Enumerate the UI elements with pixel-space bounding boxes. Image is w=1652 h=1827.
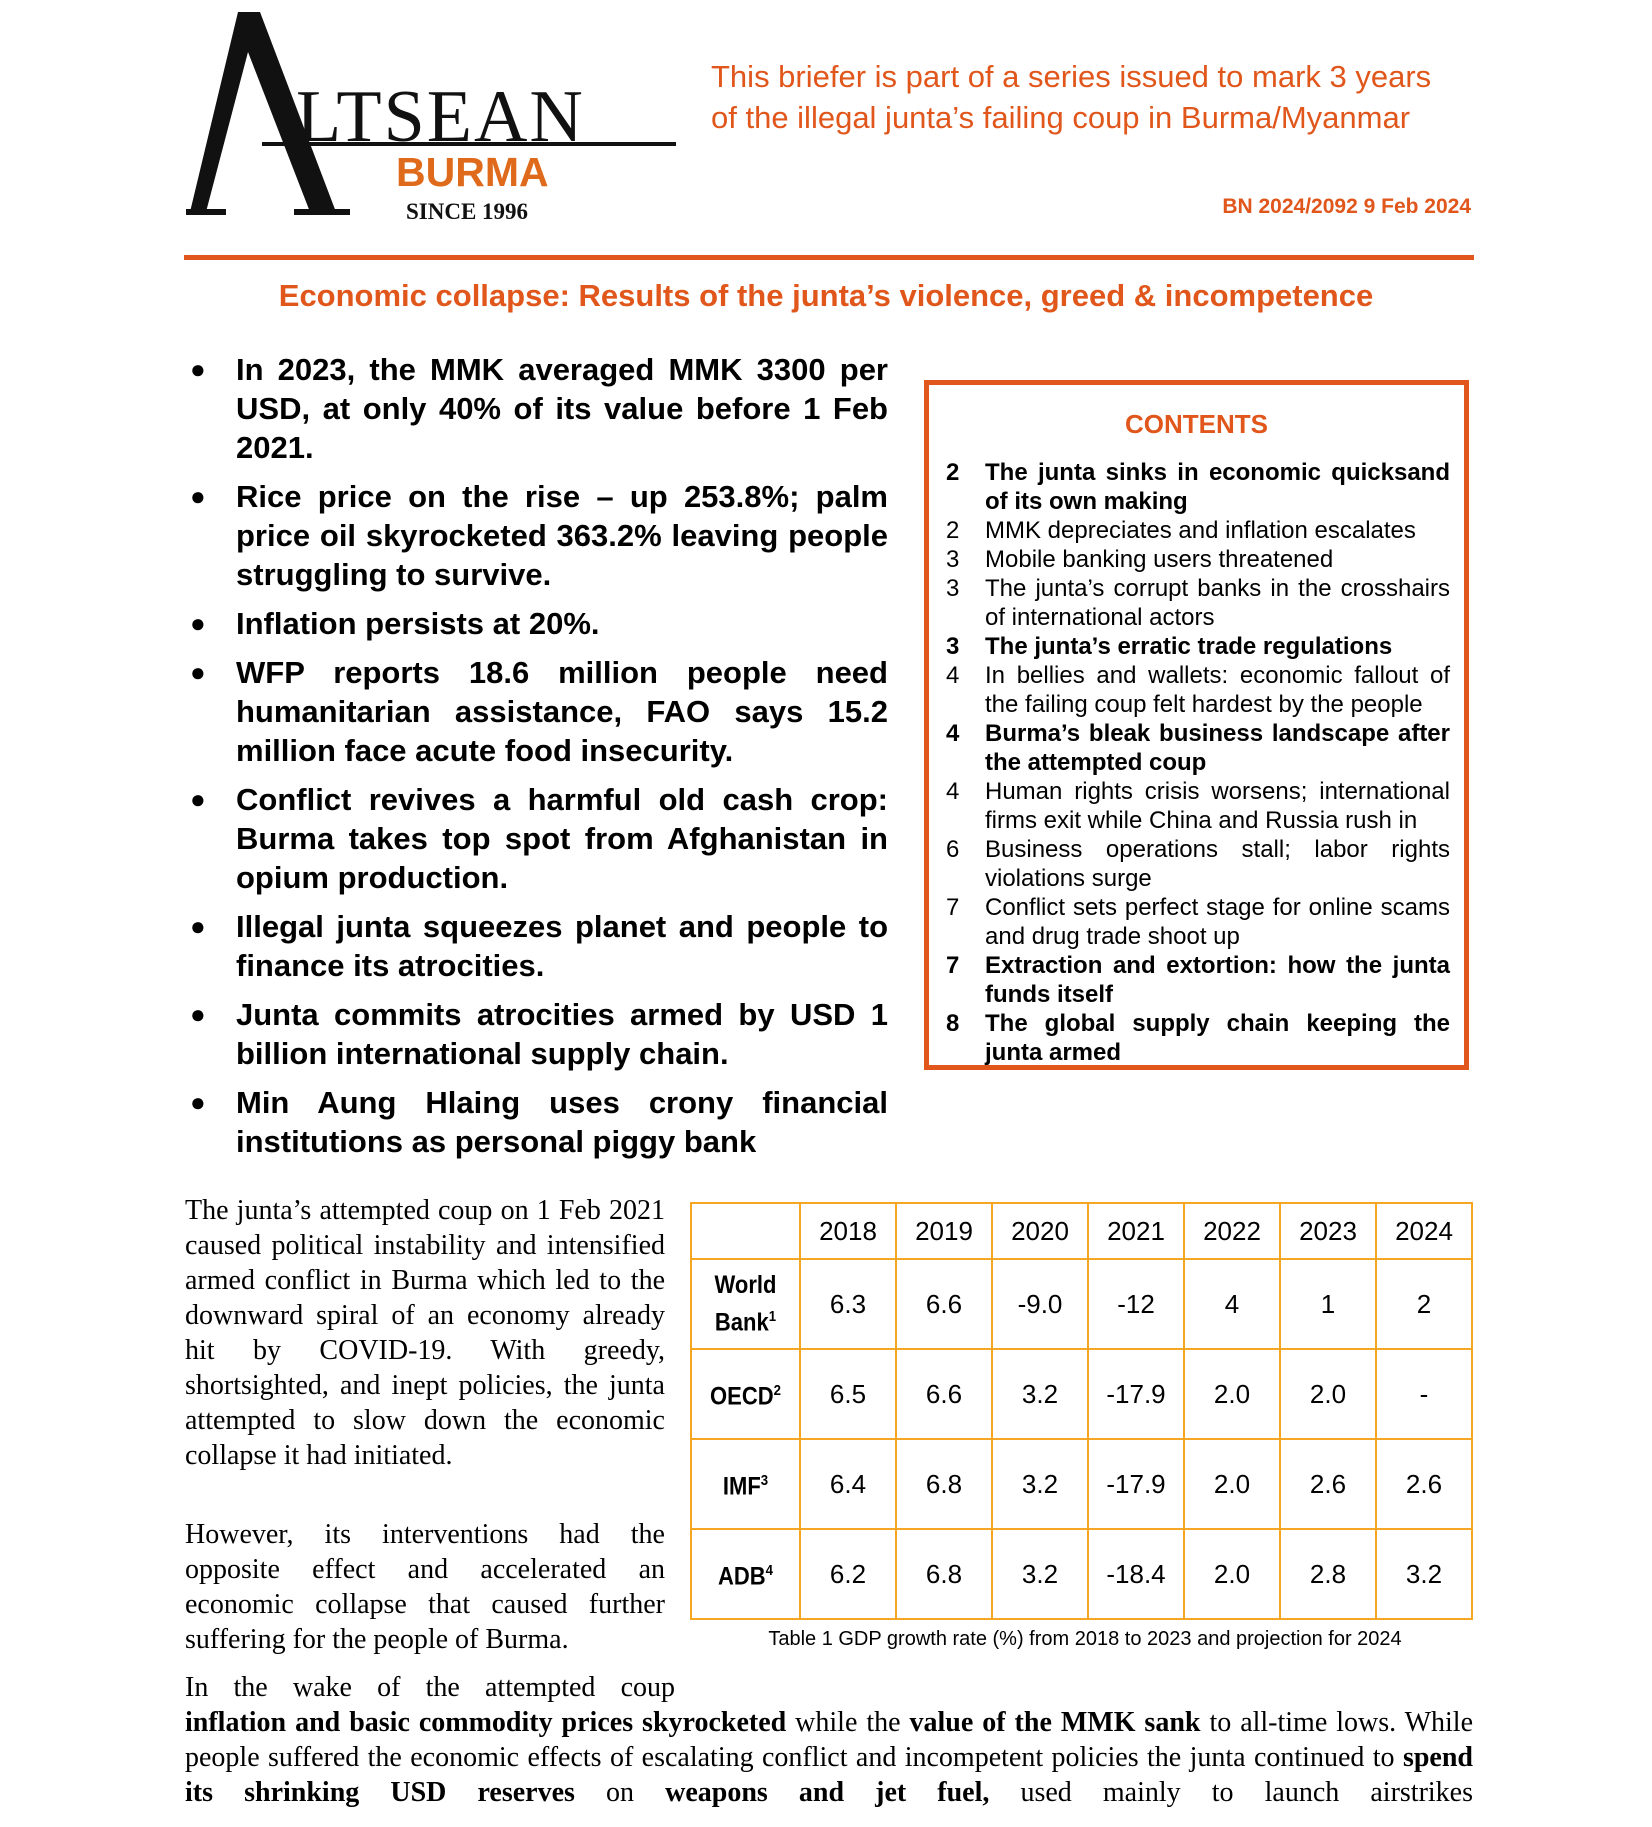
contents-item-title: The junta’s corrupt banks in the crosshairs of international actors xyxy=(985,575,1450,631)
body-text: used mainly to launch airstrikes xyxy=(989,1777,1473,1808)
table-year-header: 2022 xyxy=(1184,1203,1280,1259)
bullet-icon: ● xyxy=(190,608,206,638)
table-row xyxy=(691,1349,1472,1439)
table-value-cell: 3.2 xyxy=(992,1529,1088,1619)
contents-item xyxy=(946,835,1450,893)
key-point-item xyxy=(188,604,888,643)
key-point-text: Rice price on the rise – up 253.8%; palm price oil skyrocketed 363.2% leaving people struggling to survive. xyxy=(236,479,888,592)
key-point-item xyxy=(188,350,888,467)
contents-item xyxy=(946,719,1450,777)
table-year-header: 2023 xyxy=(1280,1203,1376,1259)
contents-item-title: Human rights crisis worsens; international firms exit while China and Russia rush in xyxy=(985,778,1450,834)
body-paragraph-3-first-line: In the wake of the attempted coup xyxy=(185,1672,675,1703)
contents-page-number: 2 xyxy=(946,517,960,544)
contents-item xyxy=(946,1009,1450,1067)
contents-page-number: 4 xyxy=(946,720,960,747)
contents-item xyxy=(946,893,1450,951)
table-row xyxy=(691,1259,1472,1349)
table-value-cell: 2 xyxy=(1376,1259,1472,1349)
bullet-icon: ● xyxy=(190,657,206,687)
contents-title: CONTENTS xyxy=(1125,409,1268,439)
contents-page-number: 8 xyxy=(946,1010,960,1037)
contents-item-title: The junta sinks in economic quicksand of its own making xyxy=(985,459,1450,515)
contents-item-title: Conflict sets perfect stage for online scams and drug trade shoot up xyxy=(985,894,1450,950)
contents-page-number: 2 xyxy=(946,459,960,486)
logo-burma: BURMA xyxy=(396,149,549,195)
logo-word: LTSEAN xyxy=(296,76,585,158)
body-paragraph-3 xyxy=(185,1705,1473,1810)
contents-item xyxy=(946,574,1450,632)
table-value-cell: -18.4 xyxy=(1088,1529,1184,1619)
contents-item-title: The global supply chain keeping the junta armed xyxy=(985,1010,1450,1066)
source-name: OECD xyxy=(710,1382,774,1411)
table-value-cell: 2.0 xyxy=(1184,1529,1280,1619)
series-note-line-1: This briefer is part of a series issued to mark 3 years xyxy=(711,59,1432,94)
table-year-header: 2019 xyxy=(896,1203,992,1259)
table-value-cell: 2.0 xyxy=(1184,1439,1280,1529)
table-year-header: 2018 xyxy=(800,1203,896,1259)
contents-page-number: 7 xyxy=(946,894,960,921)
contents-box xyxy=(924,380,1469,1070)
table-value-cell: 6.8 xyxy=(896,1529,992,1619)
table-value-cell: 1 xyxy=(1280,1259,1376,1349)
contents-page-number: 3 xyxy=(946,633,960,660)
key-point-item xyxy=(188,477,888,594)
key-point-text: Conflict revives a harmful old cash crop: Burma takes top spot from Afghanistan in opium production. xyxy=(236,782,888,895)
table-source-cell xyxy=(698,1259,794,1349)
table-year-header: 2021 xyxy=(1088,1203,1184,1259)
key-point-item xyxy=(188,995,888,1073)
body-text: on xyxy=(574,1777,666,1808)
contents-item xyxy=(946,661,1450,719)
table-corner-cell xyxy=(698,1203,794,1259)
table-source-cell xyxy=(698,1349,794,1439)
table-value-cell: 2.6 xyxy=(1376,1439,1472,1529)
table-value-cell: -9.0 xyxy=(992,1259,1088,1349)
contents-page-number: 4 xyxy=(946,662,960,689)
series-note xyxy=(711,56,1491,138)
key-point-text: Illegal junta squeezes planet and people to finance its atrocities. xyxy=(236,909,888,983)
body-text: to all-time lows. While people suffered the economic effects of escalating conflict and incompetent policies the junta continued to xyxy=(185,1707,1473,1773)
table-value-cell: 6.2 xyxy=(800,1529,896,1619)
table-value-cell: 2.8 xyxy=(1280,1529,1376,1619)
body-text: while the xyxy=(786,1707,910,1738)
contents-page-number: 7 xyxy=(946,952,960,979)
table-value-cell: -12 xyxy=(1088,1259,1184,1349)
emphasis-text: value of the MMK sank xyxy=(909,1707,1201,1738)
contents-page-number: 6 xyxy=(946,836,960,863)
contents-item-title: The junta’s erratic trade regulations xyxy=(985,633,1393,660)
contents-item-title: Business operations stall; labor rights violations surge xyxy=(985,836,1450,892)
table-value-cell: 3.2 xyxy=(992,1349,1088,1439)
series-note-line-2: of the illegal junta’s failing coup in Burma/Myanmar xyxy=(711,100,1411,135)
table-value-cell: -17.9 xyxy=(1088,1439,1184,1529)
bullet-icon: ● xyxy=(190,1087,206,1117)
contents-list xyxy=(946,458,1450,1067)
contents-item-title: Mobile banking users threatened xyxy=(985,546,1334,573)
contents-item-title: Extraction and extortion: how the junta funds itself xyxy=(985,952,1450,1008)
contents-item xyxy=(946,632,1450,661)
contents-page-number: 4 xyxy=(946,778,960,805)
body-paragraph-1: The junta’s attempted coup on 1 Feb 2021 caused political instability and intensified armed conflict in Burma which led to the downward spiral of an economy already hit by COVID-19. With greedy, shortsighted, and inept policies, the junta attempted to slow down the economic collapse it had initiated. xyxy=(185,1195,665,1471)
contents-item-title: In bellies and wallets: economic fallout of the failing coup felt hardest by the people xyxy=(985,662,1450,718)
table-value-cell: 6.8 xyxy=(896,1439,992,1529)
contents-page-number: 3 xyxy=(946,575,960,602)
table-value-cell: -17.9 xyxy=(1088,1349,1184,1439)
bullet-icon: ● xyxy=(190,481,206,511)
table-source-cell xyxy=(698,1439,794,1529)
key-point-text: Junta commits atrocities armed by USD 1 billion international supply chain. xyxy=(236,997,888,1071)
contents-page-number: 3 xyxy=(946,546,960,573)
table-value-cell: - xyxy=(1376,1349,1472,1439)
emphasis-text: spend its shrinking USD reserves xyxy=(185,1742,1473,1808)
bullet-icon: ● xyxy=(190,999,206,1029)
table-value-cell: 2.6 xyxy=(1280,1439,1376,1529)
key-point-text: In 2023, the MMK averaged MMK 3300 per USD, at only 40% of its value before 1 Feb 2021. xyxy=(236,352,888,465)
table-value-cell: 6.4 xyxy=(800,1439,896,1529)
footnote-marker: 3 xyxy=(760,1472,769,1490)
footnote-marker: 4 xyxy=(765,1562,773,1580)
source-name: World Bank xyxy=(714,1270,777,1337)
table-year-header: 2020 xyxy=(992,1203,1088,1259)
emphasis-text: inflation and basic commodity prices skyrocketed xyxy=(185,1707,787,1738)
emphasis-text: weapons and jet fuel, xyxy=(665,1777,990,1808)
key-point-item xyxy=(188,653,888,770)
table-year-header: 2024 xyxy=(1376,1203,1472,1259)
contents-item-title: MMK depreciates and inflation escalates xyxy=(985,517,1416,544)
contents-item xyxy=(946,545,1450,574)
logo-since: SINCE 1996 xyxy=(406,199,529,224)
key-point-text: Inflation persists at 20%. xyxy=(236,606,600,641)
bullet-icon: ● xyxy=(190,911,206,941)
gdp-growth-table xyxy=(690,1202,1473,1620)
footnote-marker: 2 xyxy=(773,1382,781,1400)
table-value-cell: 6.6 xyxy=(896,1349,992,1439)
table-value-cell: 3.2 xyxy=(1376,1529,1472,1619)
table-value-cell: 2.0 xyxy=(1280,1349,1376,1439)
briefer-reference: BN 2024/2092 9 Feb 2024 xyxy=(1222,195,1471,218)
table-value-cell: 3.2 xyxy=(992,1439,1088,1529)
table-row xyxy=(691,1439,1472,1529)
contents-item xyxy=(946,777,1450,835)
table-row xyxy=(691,1529,1472,1619)
key-point-item xyxy=(188,907,888,985)
key-point-item xyxy=(188,1083,888,1161)
contents-item xyxy=(946,458,1450,516)
altsean-burma-logo xyxy=(186,12,676,227)
table-value-cell: 6.5 xyxy=(800,1349,896,1439)
body-paragraph-2: However, its interventions had the opposite effect and accelerated an economic collapse that caused further suffering for the people of Burma. xyxy=(185,1519,665,1655)
key-point-text: WFP reports 18.6 million people need humanitarian assistance, FAO says 15.2 million face acute food insecurity. xyxy=(236,655,888,768)
table-value-cell: 6.3 xyxy=(800,1259,896,1349)
key-point-text: Min Aung Hlaing uses crony financial institutions as personal piggy bank xyxy=(236,1085,888,1159)
footnote-marker: 1 xyxy=(768,1307,777,1325)
page-title: Economic collapse: Results of the junta’s violence, greed & incompetence xyxy=(278,278,1374,313)
bullet-icon: ● xyxy=(190,354,206,384)
contents-item xyxy=(946,951,1450,1009)
contents-item xyxy=(946,516,1450,545)
table-value-cell: 6.6 xyxy=(896,1259,992,1349)
table-value-cell: 4 xyxy=(1184,1259,1280,1349)
table-caption: Table 1 GDP growth rate (%) from 2018 to 2023 and projection for 2024 xyxy=(768,1628,1402,1650)
key-point-item xyxy=(188,780,888,897)
table-header-row xyxy=(691,1203,1472,1259)
contents-item-title: Burma’s bleak business landscape after the attempted coup xyxy=(985,720,1450,776)
header-divider xyxy=(184,255,1474,260)
source-name: ADB xyxy=(717,1562,766,1591)
bullet-icon: ● xyxy=(190,784,206,814)
table-value-cell: 2.0 xyxy=(1184,1349,1280,1439)
table-source-cell xyxy=(698,1529,794,1619)
source-name: IMF xyxy=(722,1472,761,1501)
key-points-list xyxy=(188,350,888,1171)
